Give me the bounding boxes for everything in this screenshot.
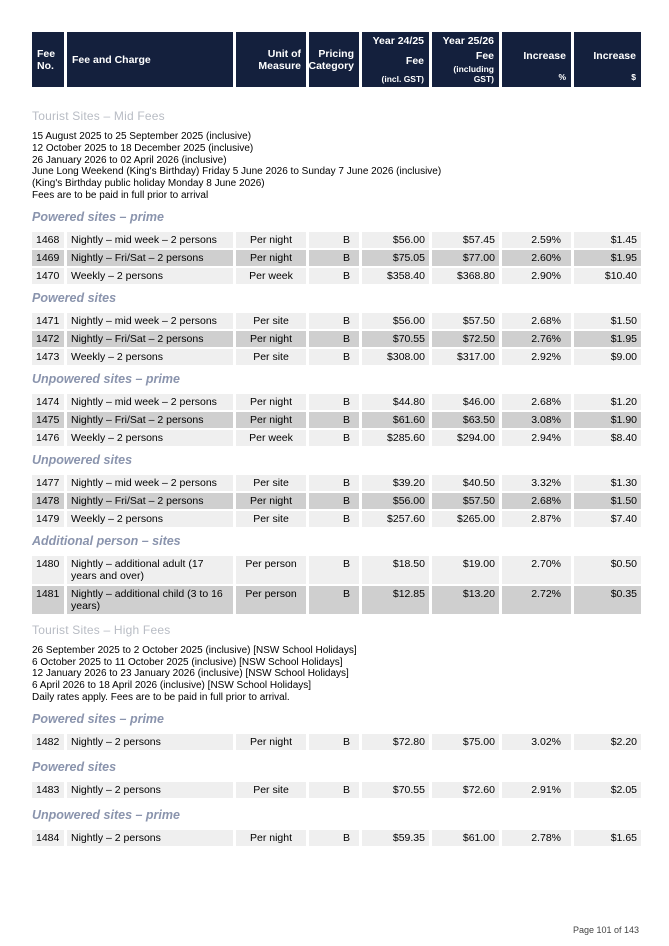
intro-line: Daily rates apply. Fees are to be paid in full prior to arrival. bbox=[32, 691, 290, 703]
increase-dollar: $7.40 bbox=[574, 511, 641, 527]
fee-2526: $57.50 bbox=[432, 493, 499, 509]
increase-dollar: $10.40 bbox=[574, 268, 641, 284]
intro-line: 15 August 2025 to 25 September 2025 (inclusive) bbox=[32, 131, 252, 142]
pricing-category: B bbox=[309, 313, 359, 329]
section-intro bbox=[32, 645, 638, 704]
header-year-2526-sub: (including GST) bbox=[453, 64, 494, 84]
group-title: Unpowered sites – prime bbox=[32, 807, 180, 822]
increase-dollar: $0.35 bbox=[574, 586, 641, 614]
increase-dollar: $1.95 bbox=[574, 250, 641, 266]
pricing-category: B bbox=[309, 493, 359, 509]
table-row bbox=[32, 268, 638, 284]
increase-percent: 2.70% bbox=[502, 556, 571, 584]
fee-description: Nightly – Fri/Sat – 2 persons bbox=[67, 331, 233, 347]
header-year-2425 bbox=[362, 32, 429, 87]
pricing-category: B bbox=[309, 782, 359, 798]
header-year-2526-fee: Fee bbox=[475, 49, 494, 62]
pricing-category: B bbox=[309, 830, 359, 846]
increase-percent: 2.87% bbox=[502, 511, 571, 527]
increase-percent: 2.59% bbox=[502, 232, 571, 248]
increase-dollar: $1.20 bbox=[574, 394, 641, 410]
pricing-category: B bbox=[309, 232, 359, 248]
pricing-category: B bbox=[309, 430, 359, 446]
fee-number: 1481 bbox=[32, 586, 64, 614]
header-increase-pct-sub: % bbox=[558, 72, 566, 82]
table-row bbox=[32, 782, 638, 798]
fee-2526: $317.00 bbox=[432, 349, 499, 365]
pricing-category: B bbox=[309, 412, 359, 428]
fee-2425: $358.40 bbox=[362, 268, 429, 284]
fee-number: 1477 bbox=[32, 475, 64, 491]
table-row bbox=[32, 586, 638, 614]
increase-percent: 2.76% bbox=[502, 331, 571, 347]
table-row bbox=[32, 313, 638, 329]
fee-2526: $294.00 bbox=[432, 430, 499, 446]
fee-description: Weekly – 2 persons bbox=[67, 430, 233, 446]
group-title: Unpowered sites bbox=[32, 452, 133, 467]
fee-2425: $56.00 bbox=[362, 493, 429, 509]
fee-2526: $13.20 bbox=[432, 586, 499, 614]
fee-2425: $59.35 bbox=[362, 830, 429, 846]
increase-percent: 2.68% bbox=[502, 313, 571, 329]
fee-number: 1471 bbox=[32, 313, 64, 329]
fee-schedule-page bbox=[32, 32, 638, 848]
table-row bbox=[32, 349, 638, 365]
header-year-2425-fee: Fee bbox=[405, 54, 424, 67]
fee-2526: $72.60 bbox=[432, 782, 499, 798]
increase-percent: 2.68% bbox=[502, 394, 571, 410]
fee-description: Weekly – 2 persons bbox=[67, 349, 233, 365]
fee-2425: $39.20 bbox=[362, 475, 429, 491]
unit-of-measure: Per site bbox=[236, 313, 306, 329]
table-row bbox=[32, 412, 638, 428]
fee-2526: $57.50 bbox=[432, 313, 499, 329]
header-increase-pct bbox=[502, 32, 571, 87]
fee-number: 1474 bbox=[32, 394, 64, 410]
fee-number: 1468 bbox=[32, 232, 64, 248]
unit-of-measure: Per person bbox=[236, 586, 306, 614]
header-year-2526-label: Year 25/26 bbox=[442, 35, 494, 47]
table-row bbox=[32, 511, 638, 527]
increase-percent: 2.90% bbox=[502, 268, 571, 284]
fee-number: 1472 bbox=[32, 331, 64, 347]
fee-number: 1473 bbox=[32, 349, 64, 365]
header-increase-pct-label: Increase bbox=[523, 50, 566, 62]
unit-of-measure: Per night bbox=[236, 830, 306, 846]
header-year-2526 bbox=[432, 32, 499, 87]
unit-of-measure: Per week bbox=[236, 430, 306, 446]
header-unit-of-measure: Unit of Measure bbox=[236, 32, 306, 87]
fee-2425: $18.50 bbox=[362, 556, 429, 584]
increase-dollar: $1.50 bbox=[574, 313, 641, 329]
fee-2425: $70.55 bbox=[362, 782, 429, 798]
pricing-category: B bbox=[309, 250, 359, 266]
header-increase-dollar-label: Increase bbox=[593, 50, 636, 62]
unit-of-measure: Per site bbox=[236, 511, 306, 527]
increase-dollar: $8.40 bbox=[574, 430, 641, 446]
fee-description: Nightly – mid week – 2 persons bbox=[67, 313, 233, 329]
section-intro bbox=[32, 131, 638, 202]
fee-description: Weekly – 2 persons bbox=[67, 511, 233, 527]
page-number: Page 101 of 143 bbox=[572, 925, 639, 935]
increase-percent: 2.91% bbox=[502, 782, 571, 798]
intro-line: 6 April 2026 to 18 April 2026 (inclusive) [NSW School Holidays] bbox=[32, 680, 312, 692]
fee-2526: $77.00 bbox=[432, 250, 499, 266]
unit-of-measure: Per site bbox=[236, 349, 306, 365]
pricing-category: B bbox=[309, 475, 359, 491]
fee-2526: $75.00 bbox=[432, 734, 499, 750]
fee-2425: $285.60 bbox=[362, 430, 429, 446]
increase-percent: 3.08% bbox=[502, 412, 571, 428]
fee-description: Nightly – 2 persons bbox=[67, 782, 233, 798]
increase-percent: 2.60% bbox=[502, 250, 571, 266]
intro-line: (King's Birthday public holiday Monday 8 June 2026) bbox=[32, 178, 265, 190]
table-row bbox=[32, 394, 638, 410]
fee-description: Nightly – mid week – 2 persons bbox=[67, 394, 233, 410]
header-pricing-category: Pricing Category bbox=[309, 32, 359, 87]
table-row bbox=[32, 475, 638, 491]
intro-line: 6 October 2025 to 11 October 2025 (inclusive) [NSW School Holidays] bbox=[32, 656, 343, 668]
fee-2425: $56.00 bbox=[362, 313, 429, 329]
increase-percent: 2.92% bbox=[502, 349, 571, 365]
fee-number: 1479 bbox=[32, 511, 64, 527]
section-mid bbox=[32, 109, 638, 614]
increase-dollar: $1.65 bbox=[574, 830, 641, 846]
fee-description: Nightly – mid week – 2 persons bbox=[67, 475, 233, 491]
header-year-2425-sub: (incl. GST) bbox=[381, 74, 424, 84]
fee-number: 1480 bbox=[32, 556, 64, 584]
unit-of-measure: Per night bbox=[236, 493, 306, 509]
increase-dollar: $2.05 bbox=[574, 782, 641, 798]
fee-description: Nightly – 2 persons bbox=[67, 734, 233, 750]
fee-2425: $72.80 bbox=[362, 734, 429, 750]
increase-percent: 3.02% bbox=[502, 734, 571, 750]
increase-percent: 2.94% bbox=[502, 430, 571, 446]
fee-2425: $70.55 bbox=[362, 331, 429, 347]
header-increase-dollar bbox=[574, 32, 641, 87]
table-row bbox=[32, 430, 638, 446]
group-title: Powered sites – prime bbox=[32, 711, 165, 726]
section-title: Tourist Sites – High Fees bbox=[32, 622, 171, 637]
fee-2425: $61.60 bbox=[362, 412, 429, 428]
increase-dollar: $1.90 bbox=[574, 412, 641, 428]
table-row bbox=[32, 331, 638, 347]
unit-of-measure: Per person bbox=[236, 556, 306, 584]
fee-sections bbox=[32, 109, 638, 846]
pricing-category: B bbox=[309, 394, 359, 410]
group-title: Additional person – sites bbox=[32, 533, 181, 548]
unit-of-measure: Per night bbox=[236, 734, 306, 750]
fee-description: Nightly – Fri/Sat – 2 persons bbox=[67, 493, 233, 509]
table-row bbox=[32, 556, 638, 584]
pricing-category: B bbox=[309, 349, 359, 365]
fee-2425: $308.00 bbox=[362, 349, 429, 365]
increase-percent: 2.72% bbox=[502, 586, 571, 614]
increase-percent: 3.32% bbox=[502, 475, 571, 491]
header-fee-no: Fee No. bbox=[32, 32, 64, 87]
increase-percent: 2.68% bbox=[502, 493, 571, 509]
fee-2526: $63.50 bbox=[432, 412, 499, 428]
fee-number: 1475 bbox=[32, 412, 64, 428]
fee-2526: $72.50 bbox=[432, 331, 499, 347]
header-increase-dollar-sub: $ bbox=[631, 72, 636, 82]
fee-number: 1469 bbox=[32, 250, 64, 266]
fee-number: 1478 bbox=[32, 493, 64, 509]
fee-2425: $257.60 bbox=[362, 511, 429, 527]
fee-number: 1476 bbox=[32, 430, 64, 446]
increase-dollar: $1.50 bbox=[574, 493, 641, 509]
unit-of-measure: Per night bbox=[236, 412, 306, 428]
intro-line: 12 October 2025 to 18 December 2025 (inclusive) bbox=[32, 142, 254, 154]
pricing-category: B bbox=[309, 734, 359, 750]
unit-of-measure: Per site bbox=[236, 782, 306, 798]
fee-2526: $19.00 bbox=[432, 556, 499, 584]
fee-number: 1484 bbox=[32, 830, 64, 846]
increase-dollar: $1.30 bbox=[574, 475, 641, 491]
fee-description: Weekly – 2 persons bbox=[67, 268, 233, 284]
increase-dollar: $2.20 bbox=[574, 734, 641, 750]
header-year-2425-label: Year 24/25 bbox=[372, 35, 424, 47]
fee-number: 1482 bbox=[32, 734, 64, 750]
fee-description: Nightly – 2 persons bbox=[67, 830, 233, 846]
pricing-category: B bbox=[309, 556, 359, 584]
fee-2526: $40.50 bbox=[432, 475, 499, 491]
section-high bbox=[32, 623, 638, 846]
table-row bbox=[32, 734, 638, 750]
fee-2526: $46.00 bbox=[432, 394, 499, 410]
fee-number: 1483 bbox=[32, 782, 64, 798]
intro-line: June Long Weekend (King's Birthday) Friday 5 June 2026 to Sunday 7 June 2026 (inclusive) bbox=[32, 166, 442, 178]
table-row bbox=[32, 232, 638, 248]
fee-description: Nightly – mid week – 2 persons bbox=[67, 232, 233, 248]
increase-percent: 2.78% bbox=[502, 830, 571, 846]
increase-dollar: $9.00 bbox=[574, 349, 641, 365]
intro-line: Fees are to be paid in full prior to arrival bbox=[32, 189, 209, 201]
unit-of-measure: Per night bbox=[236, 394, 306, 410]
unit-of-measure: Per night bbox=[236, 232, 306, 248]
fee-description: Nightly – additional child (3 to 16 years) bbox=[67, 586, 233, 614]
pricing-category: B bbox=[309, 268, 359, 284]
unit-of-measure: Per night bbox=[236, 331, 306, 347]
fee-description: Nightly – Fri/Sat – 2 persons bbox=[67, 250, 233, 266]
fee-2526: $265.00 bbox=[432, 511, 499, 527]
unit-of-measure: Per site bbox=[236, 475, 306, 491]
increase-dollar: $1.45 bbox=[574, 232, 641, 248]
table-header bbox=[32, 32, 638, 87]
table-row bbox=[32, 493, 638, 509]
pricing-category: B bbox=[309, 586, 359, 614]
unit-of-measure: Per week bbox=[236, 268, 306, 284]
table-row bbox=[32, 250, 638, 266]
fee-2526: $61.00 bbox=[432, 830, 499, 846]
intro-line: 12 January 2026 to 23 January 2026 (inclusive) [NSW School Holidays] bbox=[32, 668, 349, 680]
intro-line: 26 September 2025 to 2 October 2025 (inclusive) [NSW School Holidays] bbox=[32, 644, 357, 656]
fee-description: Nightly – Fri/Sat – 2 persons bbox=[67, 412, 233, 428]
group-title: Powered sites bbox=[32, 759, 117, 774]
fee-2425: $56.00 bbox=[362, 232, 429, 248]
pricing-category: B bbox=[309, 331, 359, 347]
fee-2526: $57.45 bbox=[432, 232, 499, 248]
section-title: Tourist Sites – Mid Fees bbox=[32, 109, 165, 123]
fee-2425: $12.85 bbox=[362, 586, 429, 614]
fee-2526: $368.80 bbox=[432, 268, 499, 284]
fee-2425: $75.05 bbox=[362, 250, 429, 266]
increase-dollar: $0.50 bbox=[574, 556, 641, 584]
group-title: Powered sites – prime bbox=[32, 209, 165, 224]
table-row bbox=[32, 830, 638, 846]
fee-description: Nightly – additional adult (17 years and over) bbox=[67, 556, 233, 584]
fee-2425: $44.80 bbox=[362, 394, 429, 410]
unit-of-measure: Per night bbox=[236, 250, 306, 266]
pricing-category: B bbox=[309, 511, 359, 527]
increase-dollar: $1.95 bbox=[574, 331, 641, 347]
group-title: Unpowered sites – prime bbox=[32, 371, 180, 386]
intro-line: 26 January 2026 to 02 April 2026 (inclusive) bbox=[32, 154, 227, 166]
fee-number: 1470 bbox=[32, 268, 64, 284]
group-title: Powered sites bbox=[32, 290, 117, 305]
header-fee-and-charge: Fee and Charge bbox=[67, 32, 233, 87]
